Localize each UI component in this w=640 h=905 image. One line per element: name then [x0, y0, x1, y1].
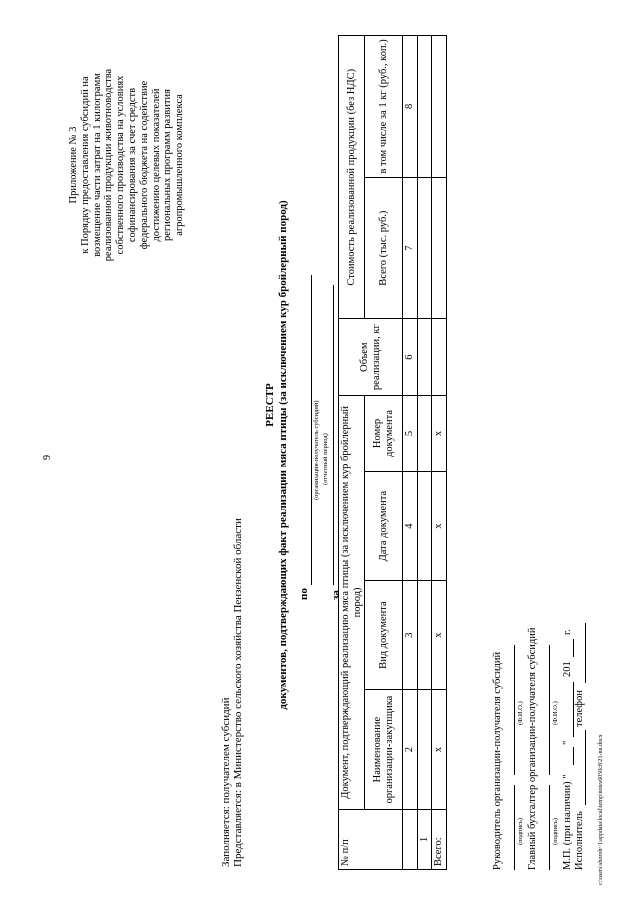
- total-cell: [432, 177, 447, 319]
- mp-year-suffix: г.: [562, 629, 573, 635]
- head-fio-caption: (Ф.И.О.): [517, 701, 524, 725]
- appendix-line: федерального бюджета на содействие: [138, 80, 150, 250]
- accountant-sign-line: [539, 785, 550, 870]
- po-label: по: [298, 588, 310, 600]
- header-total: Всего (тыс. руб.): [365, 177, 403, 319]
- appendix-header: [68, 40, 186, 290]
- row-cell: [417, 472, 432, 581]
- index-cell: 2: [403, 690, 418, 810]
- total-cell: х: [432, 472, 447, 581]
- row-cell: [417, 690, 432, 810]
- accountant-signature-label: Главный бухгалтер организации-получателя субсидий: [527, 627, 538, 870]
- appendix-line: софинансирования за счет средств: [126, 87, 138, 243]
- row-cell: [417, 319, 432, 395]
- index-cell: 3: [403, 581, 418, 690]
- appendix-line: достижению целевых показателей: [150, 88, 162, 242]
- executor-label: Исполнитель: [574, 811, 585, 870]
- row-cell: [417, 177, 432, 319]
- total-cell: [432, 36, 447, 178]
- total-cell: [432, 319, 447, 395]
- row-cell: [417, 36, 432, 178]
- header-document-group: Документ, подтверждающий реализацию мяса птицы (за исключением кур бройлерный пород): [339, 395, 365, 809]
- appendix-line: Приложение № 3: [68, 126, 79, 204]
- index-cell: 8: [403, 36, 418, 178]
- appendix-line: агропромышленного комплекса: [174, 94, 186, 236]
- po-underline: [299, 275, 312, 585]
- appendix-line: реализованной продукции животноводства: [103, 68, 115, 262]
- mp-day-line: [562, 747, 574, 765]
- appendix-line: к Порядку предоставления субсидий на: [79, 76, 91, 254]
- row-cell: 1: [417, 810, 432, 870]
- appendix-line: региональных программ развития: [162, 89, 174, 241]
- index-cell: 7: [403, 177, 418, 319]
- index-cell: 5: [403, 395, 418, 471]
- row-cell: [417, 395, 432, 471]
- header-volume: Объем реализации, кг: [339, 319, 403, 395]
- header-doc-date: Дата документа: [365, 472, 403, 581]
- mp-label: М.П. (при наличии) ": [562, 774, 573, 870]
- header-per-kg: в том числе за 1 кг (руб., коп.): [365, 36, 403, 178]
- index-cell: [403, 810, 418, 870]
- footer-file-path: c:\users\sboroh~1\appdata\local\temp\notes6050c8\21-nu.docx: [598, 734, 604, 885]
- appendix-line: собственного производства на условиях: [115, 75, 127, 255]
- mp-year-line: [562, 639, 574, 657]
- header-doc-type: Вид документа: [365, 581, 403, 690]
- phone-line: [574, 623, 586, 683]
- header-number: № п/п: [339, 810, 403, 870]
- registry-title: РЕЕСТР: [264, 383, 276, 427]
- appendix-line: возмещение части затрат на 1 килограмм: [91, 73, 103, 257]
- total-row: [432, 36, 447, 870]
- header-buyer: Наименование организации-закупщика: [365, 690, 403, 810]
- za-caption: (отчетный период): [322, 433, 329, 485]
- phone-label: телефон: [574, 690, 585, 727]
- fill-note: Заполняется: получателем субсидий: [220, 697, 232, 867]
- mp-month-line: [562, 682, 574, 737]
- head-sign-line: [504, 785, 515, 870]
- header-cost-group: Стоимость реализованной продукции (без НДС): [339, 36, 365, 319]
- accountant-fio-line: [539, 645, 550, 775]
- row-cell: [417, 581, 432, 690]
- accountant-sign-caption: (подпись): [552, 818, 559, 845]
- za-label: за: [330, 590, 342, 600]
- head-signature-label: Руководитель организации-получателя субсидий: [492, 651, 503, 870]
- po-caption: (организация-получатель субсидий): [313, 400, 320, 500]
- total-cell: х: [432, 690, 447, 810]
- page-number: 9: [42, 455, 53, 460]
- submit-note: Представляется: в Министерство сельского хозяйства Пензенской области: [232, 518, 244, 867]
- registry-table: [338, 35, 447, 870]
- head-sign-caption: (подпись): [517, 818, 524, 845]
- total-cell: х: [432, 581, 447, 690]
- total-cell: х: [432, 395, 447, 471]
- index-cell: 6: [403, 319, 418, 395]
- header-doc-number: Номер документа: [365, 395, 403, 471]
- total-cell: Всего:: [432, 810, 447, 870]
- registry-subtitle: документов, подтверждающих факт реализации мяса птицы (за исключением кур бройлерный пород): [277, 200, 289, 710]
- index-cell: 4: [403, 472, 418, 581]
- executor-line: [574, 730, 586, 805]
- rotated-page: 9 Приложение № 3 к Порядку предоставления субсидий на возмещение части затрат на 1 килограмм реализованной продукции животноводства собственного производства на условиях софинансирования за счет средств федерального бюджета на содействие достижению целевых показателей региональных программ развития агропромышленного комплекса Заполняется: получателем субсидий Представляется: в Министерство сельского хозяйства Пензенской области РЕЕСТР документов, подтверждающих факт реализации мяса птицы (за исключением кур бройлерный пород) по (организация-получатель субсидий) за (отчетный период) № п/п Документ, подтверждающий реализацию мяса птицы (за исключением кур бройлерный пород) Объем реализации, кг Стоимость реализованной продукции (без НДС) Наименование организации-закупщика Вид документа Дата документа Номер документа Всего (тыс. руб.) в том числе за 1 кг (руб., коп.) 2 3 4 5 6 7 8 1 Всего: х х х х Руководитель организации-получателя субсидий (подпись) (Ф.И.О.) Главный бухгалтер организации-получателя субсидий (подпись) (Ф.И.О.) М.П. (при наличии) " " 201 г. Исполнитель телефон c:\users\sboroh~1\appdata\local\temp\notes6050c8\21-nu.docx: [0, 0, 640, 905]
- accountant-fio-caption: (Ф.И.О.): [552, 701, 559, 725]
- table-row: [417, 36, 432, 870]
- mp-year: 201: [562, 661, 573, 677]
- head-fio-line: [504, 645, 515, 775]
